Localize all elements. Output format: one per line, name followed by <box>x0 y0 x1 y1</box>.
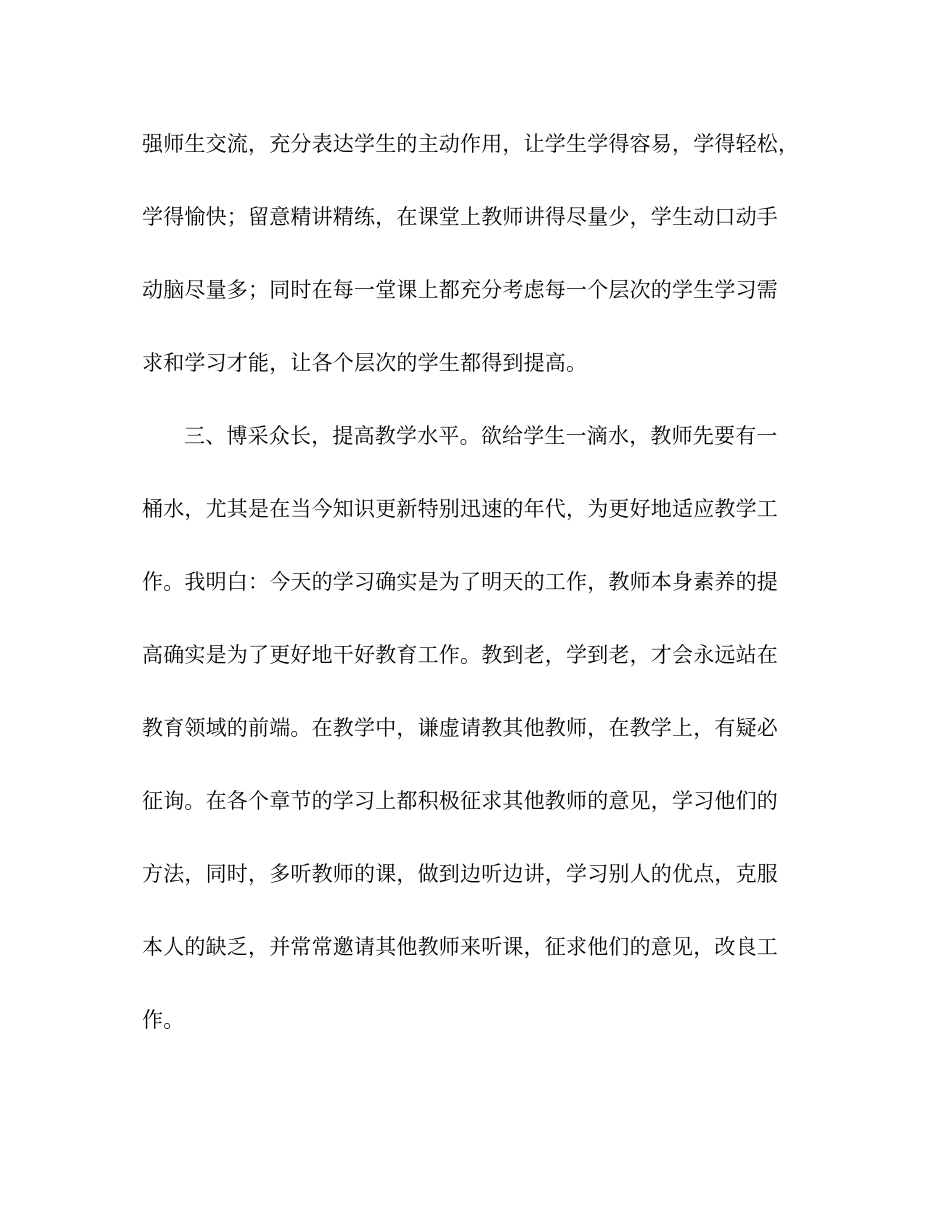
text-line: 教育领域的前端。在教学中，谦虚请教其他教师，在教学上，有疑必 <box>142 716 778 740</box>
text-line: 作。 <box>142 1008 185 1032</box>
text-line: 动脑尽量多；同时在每一堂课上都充分考虑每一个层次的学生学习需 <box>142 278 778 302</box>
text-line: 学得愉快；留意精讲精练，在课堂上教师讲得尽量少，学生动口动手 <box>142 205 778 229</box>
text-line: 作。我明白：今天的学习确实是为了明天的工作，教师本身素养的提 <box>142 570 778 594</box>
text-line: 方法，同时，多听教师的课，做到边听边讲，学习别人的优点，克服 <box>142 862 778 886</box>
text-line: 求和学习才能，让各个层次的学生都得到提高。 <box>142 351 588 375</box>
text-line: 高确实是为了更好地干好教育工作。教到老，学到老，才会永远站在 <box>142 643 778 667</box>
text-line: 征询。在各个章节的学习上都积极征求其他教师的意见，学习他们的 <box>142 789 778 813</box>
text-line: 强师生交流，充分表达学生的主动作用，让学生学得容易，学得轻松， <box>142 132 800 156</box>
text-line: 本人的缺乏，并常常邀请其他教师来听课，征求他们的意见，改良工 <box>142 935 778 959</box>
text-line: 桶水，尤其是在当今知识更新特别迅速的年代，为更好地适应教学工 <box>142 497 778 521</box>
paragraph-start-line: 三、博采众长，提高教学水平。欲给学生一滴水，教师先要有一 <box>184 424 778 448</box>
